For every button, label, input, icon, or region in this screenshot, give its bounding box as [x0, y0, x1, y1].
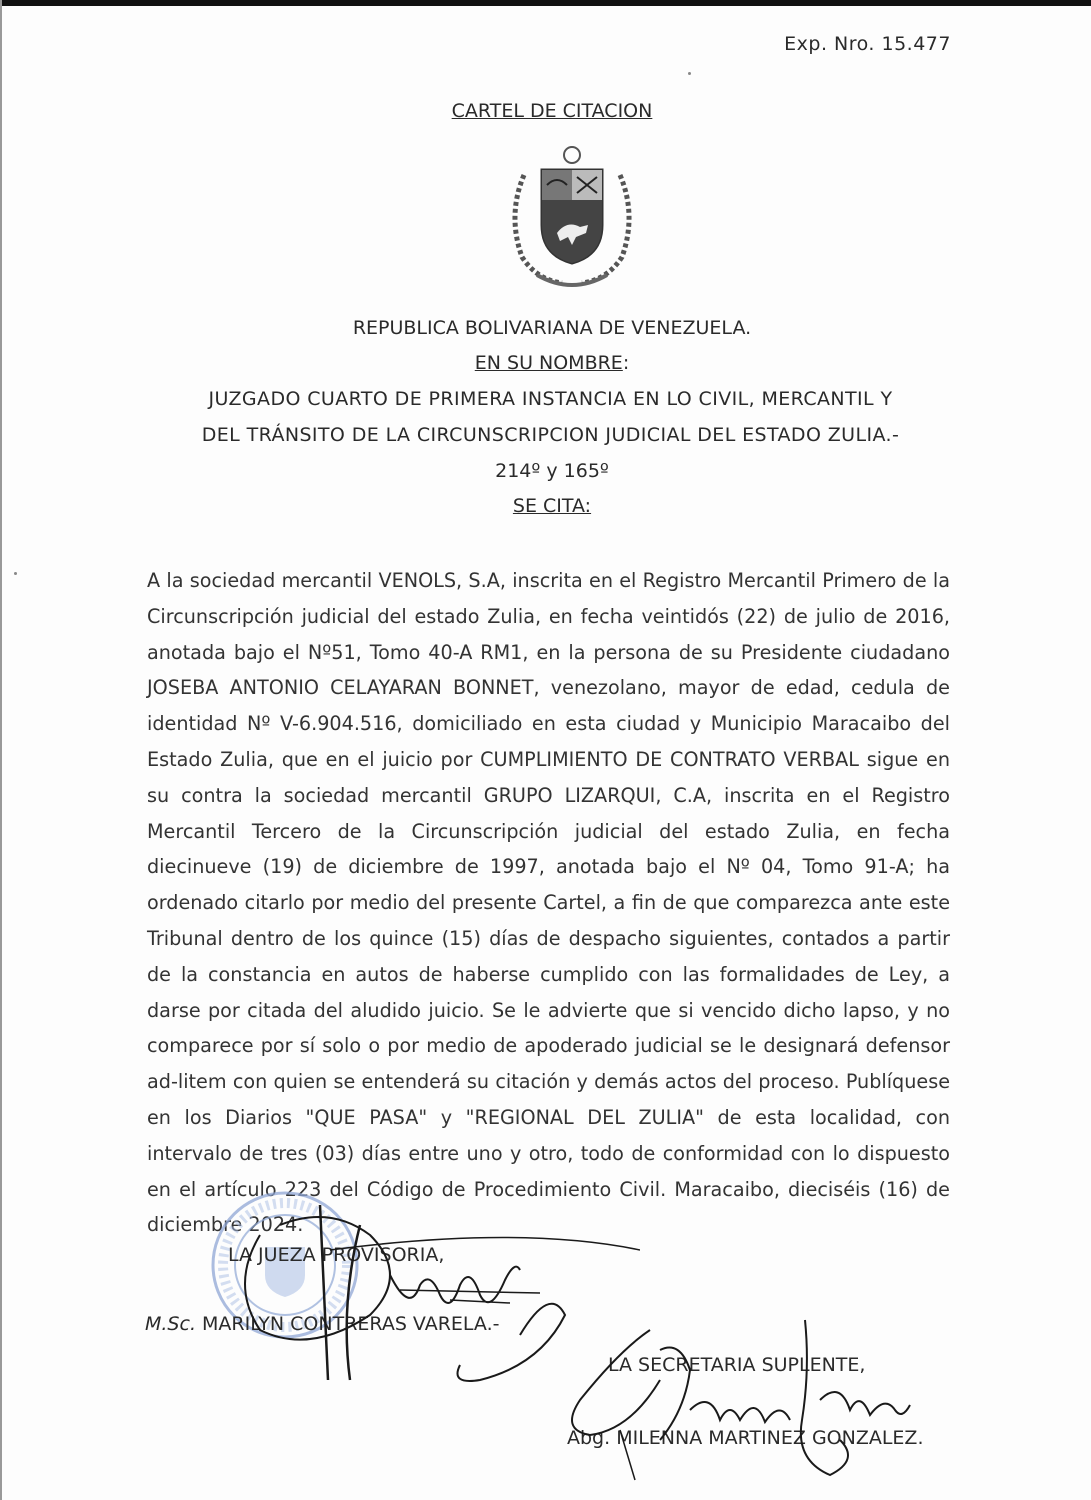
in-name-colon: :	[622, 352, 630, 374]
venezuela-coat-of-arms-icon	[502, 145, 642, 290]
judge-title: LA JUEZA PROVISORIA,	[228, 1244, 445, 1266]
document-title: CARTEL DE CITACION	[451, 100, 653, 122]
in-name-text: EN SU NOMBRE	[474, 352, 623, 374]
secretary-title: LA SECRETARIA SUPLENTE,	[608, 1354, 866, 1376]
judge-prefix: M.Sc.	[145, 1313, 196, 1335]
secretary-signature-icon	[540, 1310, 920, 1485]
republic-heading: REPUBLICA BOLIVARIANA DE VENEZUELA.	[352, 317, 752, 339]
expedient-number: Exp. Nro. 15.477	[784, 33, 951, 55]
judge-name: MARILYN CONTRERAS VARELA.-	[202, 1313, 500, 1335]
years-line: 214º y 165º	[495, 460, 609, 482]
secretary-name: Abg. MILENNA MARTINEZ GONZALEZ.	[567, 1427, 924, 1449]
se-cita-heading: SE CITA:	[512, 495, 592, 517]
scan-speck	[688, 72, 691, 75]
scan-speck	[14, 572, 17, 575]
in-name-heading	[0, 352, 1091, 374]
court-line-1: JUZGADO CUARTO DE PRIMERA INSTANCIA EN LO CIVIL, MERCANTIL Y	[208, 388, 893, 410]
scan-edge-left	[0, 0, 2, 1500]
judge-signature-line	[145, 1313, 500, 1335]
court-line-2: DEL TRÁNSITO DE LA CIRCUNSCRIPCION JUDICIAL DEL ESTADO ZULIA.-	[201, 424, 900, 446]
citation-paragraph: A la sociedad mercantil VENOLS, S.A, inscrita en el Registro Mercantil Primero de la Circunscripción judicial del estado Zulia, en fecha veintidós (22) de julio de 2016, anotada bajo el Nº51, Tomo 40-A RM1, en la persona de su Presidente ciudadano JOSEBA ANTONIO CELAYARAN BONNET, venezolano, mayor de edad, cedula de identidad Nº V-6.904.516, domiciliado en esta ciudad y Municipio Maracaibo del Estado Zulia, que en el juicio por CUMPLIMIENTO DE CONTRATO VERBAL sigue en su contra la sociedad mercantil GRUPO LIZARQUI, C.A, inscrita en el Registro Mercantil Tercero de la Circunscripción judicial del estado Zulia, en fecha diecinueve (19) de diciembre de 1997, anotada bajo el Nº 04, Tomo 91-A; ha ordenado citarlo por medio del presente Cartel, a fin de que comparezca ante este Tribunal dentro de los quince (15) días de despacho siguientes, contados a partir de la constancia en autos de haberse cumplido con las formalidades de Ley, a darse por citada del aludido juicio. Se le advierte que si vencido dicho lapso, y no comparece por sí solo o por medio de apoderado judicial se le designará defensor ad-litem con quien se entenderá su citación y demás actos del proceso. Publíquese en los Diarios "QUE PASA" y "REGIONAL DEL ZULIA" de esta localidad, con intervalo de tres (03) días entre uno y otro, todo de conformidad con lo dispuesto en el artículo 223 del Código de Procedimiento Civil. Maracaibo, dieciséis (16) de diciembre 2024.	[147, 569, 950, 1237]
scan-edge-top	[0, 0, 1091, 6]
